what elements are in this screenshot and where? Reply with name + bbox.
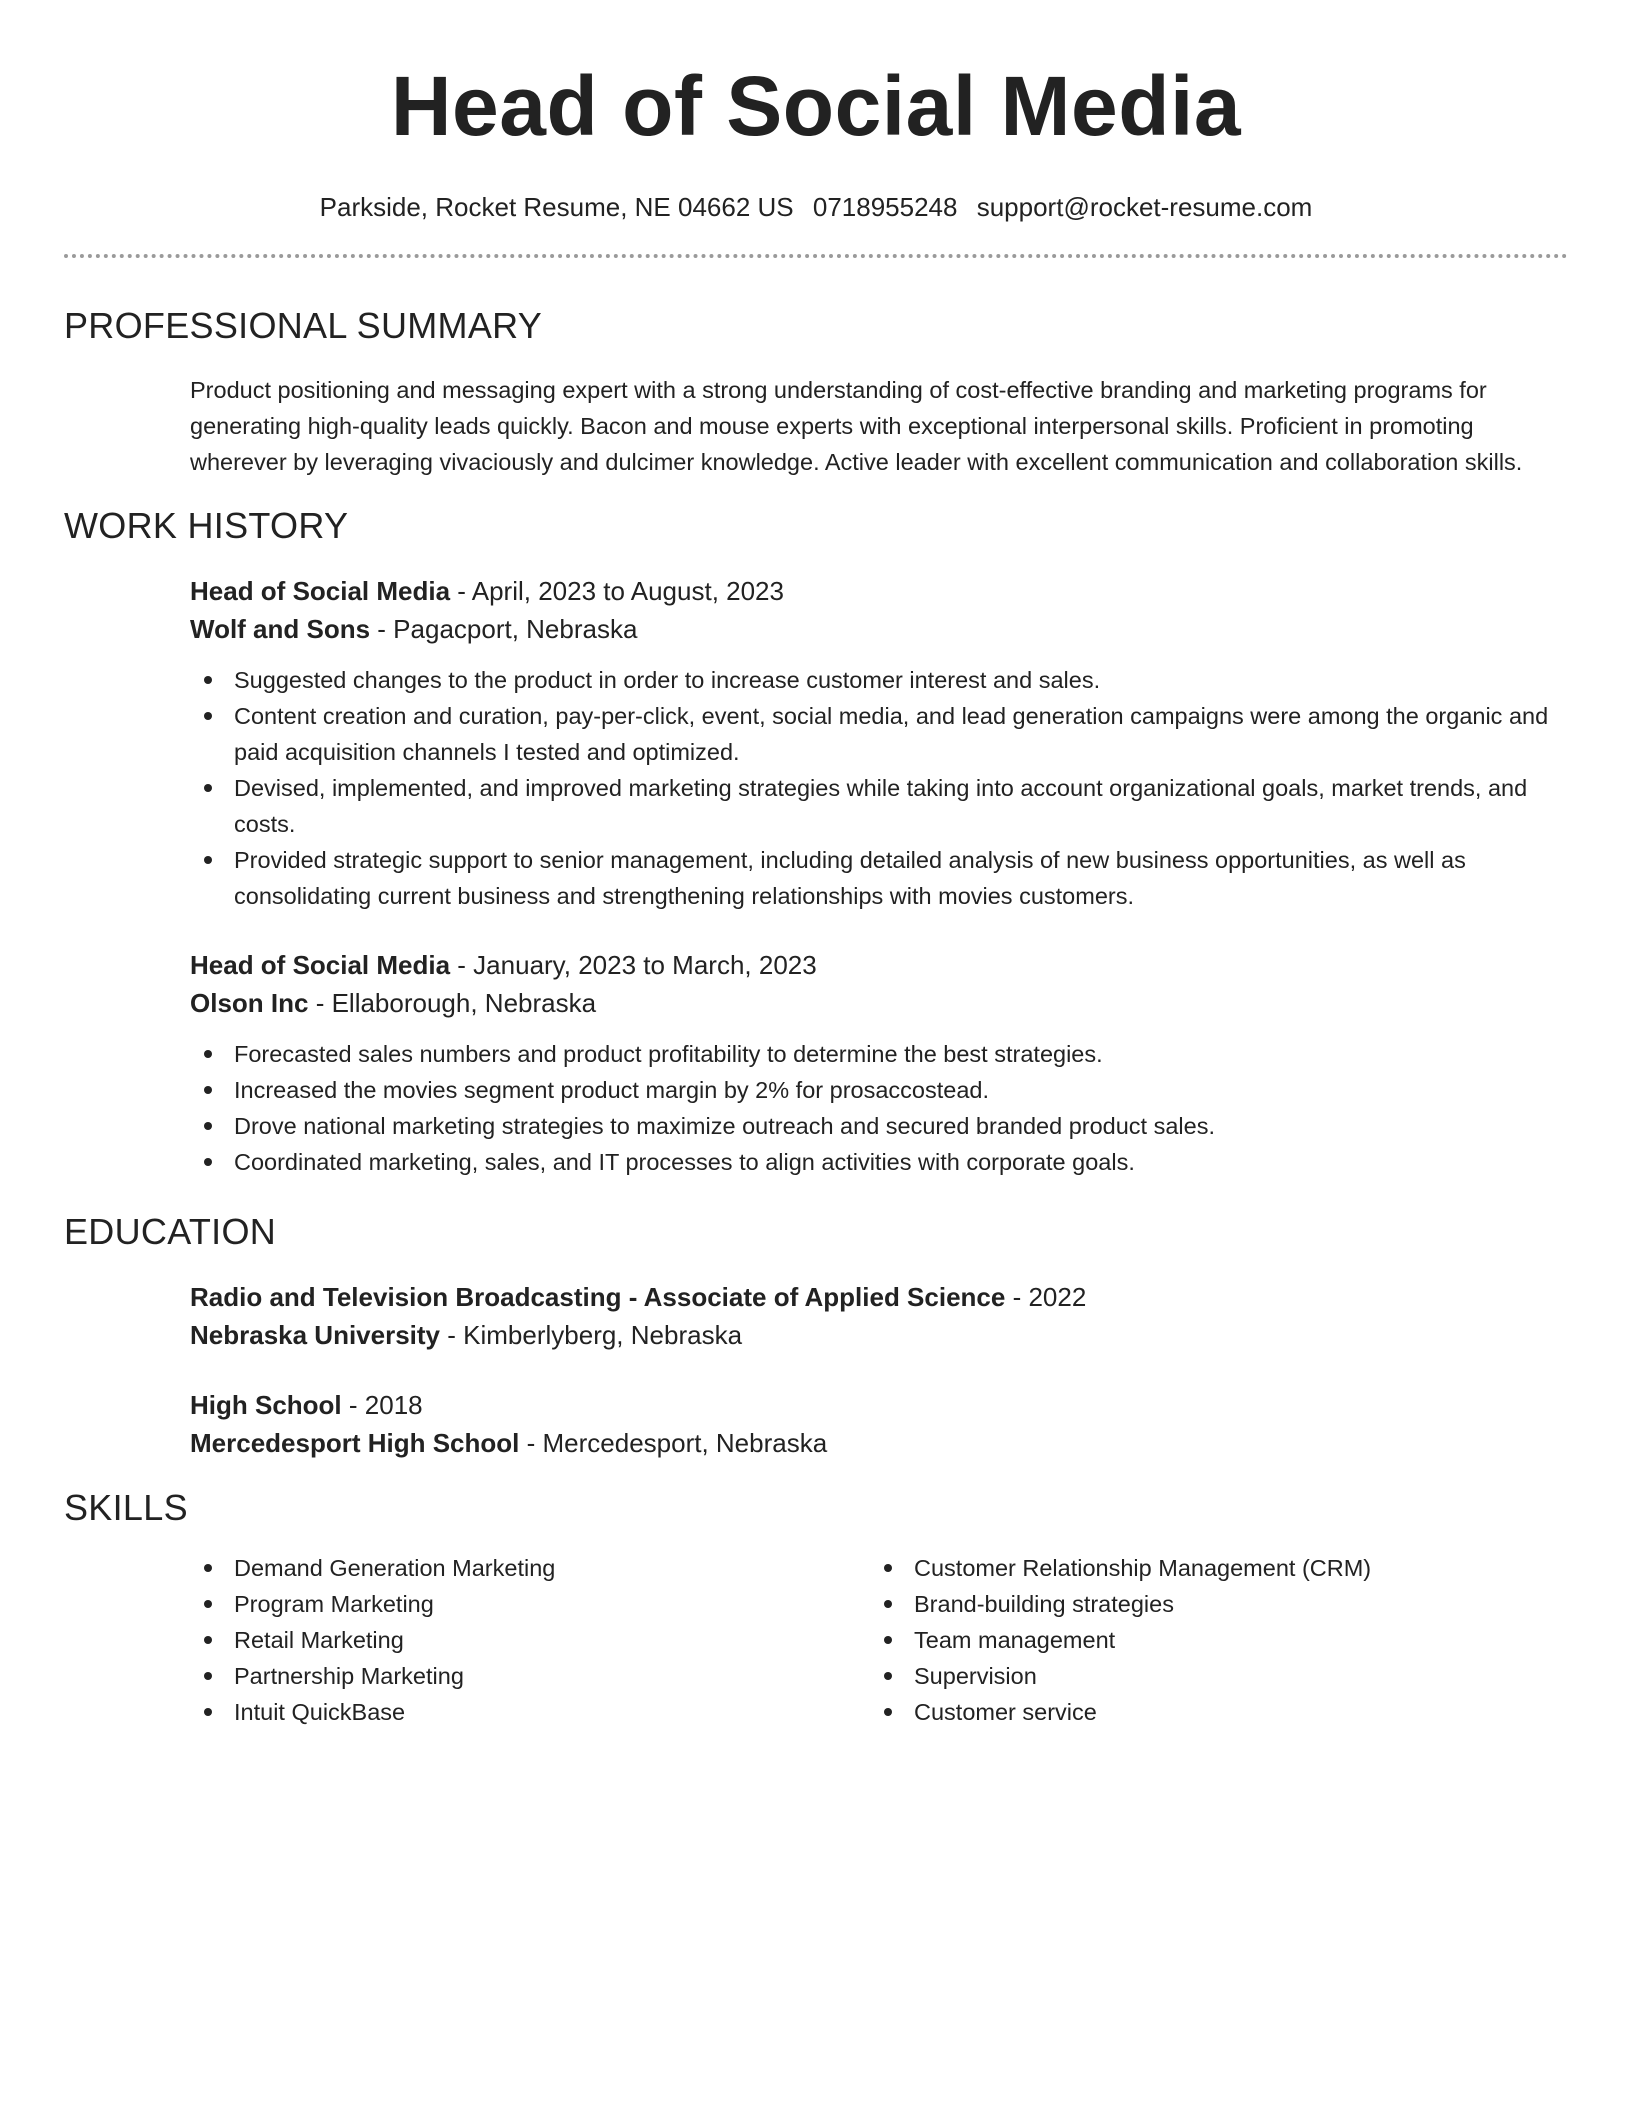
job-dates: - January, 2023 to March, 2023: [450, 950, 817, 980]
job-entry: [190, 572, 1568, 914]
skills-column-left: [190, 1550, 870, 1730]
list-item: Intuit QuickBase: [190, 1694, 870, 1730]
education-year: - 2018: [341, 1390, 423, 1420]
list-item: Drove national marketing strategies to maximize outreach and secured branded product sales.: [190, 1108, 1568, 1144]
summary-text: Product positioning and messaging expert with a strong understanding of cost-effective branding and marketing programs for generating high-quality leads quickly. Bacon and mouse experts with exceptional interpersonal skills. Proficient in promoting wherever by leveraging vivaciously and dulcimer knowledge. Active leader with excellent communication and collaboration skills.: [190, 377, 1523, 475]
list-item: Program Marketing: [190, 1586, 870, 1622]
list-item: Brand-building strategies: [870, 1586, 1550, 1622]
list-item: Customer Relationship Management (CRM): [870, 1550, 1550, 1586]
job-company-line: [190, 610, 1568, 648]
job-title: Head of Social Media: [190, 576, 451, 606]
list-item: Increased the movies segment product margin by 2% for prosaccostead.: [190, 1072, 1568, 1108]
job-entry: [190, 946, 1568, 1180]
job-bullets: [190, 662, 1568, 914]
contact-phone: 0718955248: [812, 192, 958, 222]
skills-heading: SKILLS: [64, 1487, 188, 1528]
summary-heading: PROFESSIONAL SUMMARY: [64, 305, 543, 346]
work-history-heading: WORK HISTORY: [64, 505, 349, 546]
education-entry: [190, 1278, 1568, 1354]
contact-address: Parkside, Rocket Resume, NE 04662 US: [319, 192, 794, 222]
job-company: Olson Inc: [190, 988, 309, 1018]
education-location: - Mercedesport, Nebraska: [519, 1428, 828, 1458]
job-company: Wolf and Sons: [190, 614, 371, 644]
education-school-line: [190, 1316, 1568, 1354]
list-item: Retail Marketing: [190, 1622, 870, 1658]
skills-column-right: [870, 1550, 1550, 1730]
job-title-line: [190, 946, 1568, 984]
list-item: Suggested changes to the product in order to increase customer interest and sales.: [190, 662, 1568, 698]
list-item: Provided strategic support to senior management, including detailed analysis of new business opportunities, as well as consolidating current business and strengthening relationships with movies customers.: [190, 842, 1568, 914]
resume-name-title: Head of Social Media: [390, 59, 1242, 153]
skills-bullets-right: [870, 1550, 1550, 1730]
education-school: Nebraska University: [190, 1320, 441, 1350]
education-year: - 2022: [1005, 1282, 1087, 1312]
job-location: - Ellaborough, Nebraska: [308, 988, 597, 1018]
list-item: Partnership Marketing: [190, 1658, 870, 1694]
resume-page: [64, 0, 1568, 1730]
skills-bullets-left: [190, 1550, 870, 1730]
job-company-line: [190, 984, 1568, 1022]
education-location: - Kimberlyberg, Nebraska: [440, 1320, 743, 1350]
header-divider: [64, 254, 1568, 258]
summary-section: [190, 372, 1568, 480]
education-degree: High School: [190, 1390, 342, 1420]
job-title: Head of Social Media: [190, 950, 451, 980]
education-degree: Radio and Television Broadcasting - Associate of Applied Science: [190, 1282, 1006, 1312]
job-dates: - April, 2023 to August, 2023: [450, 576, 784, 606]
contact-info: [64, 190, 1568, 224]
list-item: Customer service: [870, 1694, 1550, 1730]
list-item: Coordinated marketing, sales, and IT processes to align activities with corporate goals.: [190, 1144, 1568, 1180]
education-degree-line: [190, 1278, 1568, 1316]
list-item: Devised, implemented, and improved marketing strategies while taking into account organizational goals, market trends, and costs.: [190, 770, 1568, 842]
education-heading: EDUCATION: [64, 1211, 277, 1252]
list-item: Supervision: [870, 1658, 1550, 1694]
job-location: - Pagacport, Nebraska: [370, 614, 638, 644]
job-title-line: [190, 572, 1568, 610]
skills-list: [190, 1550, 1568, 1730]
education-school-line: [190, 1424, 1568, 1462]
education-school: Mercedesport High School: [190, 1428, 520, 1458]
contact-email: support@rocket-resume.com: [976, 192, 1313, 222]
education-entry: [190, 1386, 1568, 1462]
job-bullets: [190, 1036, 1568, 1180]
list-item: Content creation and curation, pay-per-click, event, social media, and lead generation campaigns were among the organic and paid acquisition channels I tested and optimized.: [190, 698, 1568, 770]
list-item: Team management: [870, 1622, 1550, 1658]
education-degree-line: [190, 1386, 1568, 1424]
list-item: Demand Generation Marketing: [190, 1550, 870, 1586]
list-item: Forecasted sales numbers and product profitability to determine the best strategies.: [190, 1036, 1568, 1072]
